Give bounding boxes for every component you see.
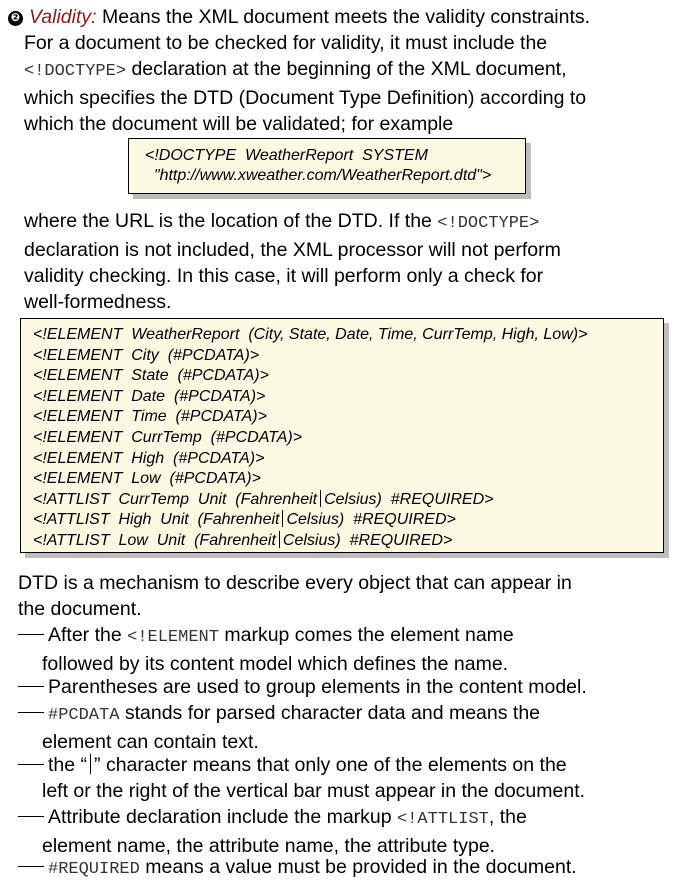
dash-icon: [18, 712, 44, 713]
item-text: markup comes the element name: [218, 624, 514, 646]
where-line-4: well-formedness.: [24, 291, 172, 313]
dtd-element-line: <!ELEMENT City (#PCDATA)>: [33, 346, 260, 364]
dtd-element-line: <!ELEMENT Low (#PCDATA)>: [33, 470, 261, 488]
dtd-element-line: <!ELEMENT High (#PCDATA)>: [33, 449, 265, 467]
item-text: left or the right of the vertical bar must appear in the document.: [42, 780, 586, 802]
attlist-post: Celsius) #REQUIRED>: [286, 511, 456, 529]
dtd-desc-line-1: DTD is a mechanism to describe every object that can appear in: [18, 572, 572, 594]
item-text: stands for parsed character data and means the: [119, 702, 541, 724]
item-text: , the: [488, 806, 527, 828]
where-line-3: validity checking. In this case, it will perform only a check for: [24, 265, 544, 287]
validity-line-4: which specifies the DTD (Document Type Definition) according to: [24, 87, 587, 109]
attlist-pre: <!ATTLIST High Unit (Fahrenheit: [33, 511, 280, 529]
attlist-post: Celsius) #REQUIRED>: [282, 531, 453, 549]
attlist-post: Celsius) #REQUIRED>: [324, 490, 494, 508]
dtd-element-line: <!ELEMENT Date (#PCDATA)>: [33, 387, 266, 405]
validity-line-5: which the document will be validated; for example: [24, 113, 454, 135]
where-line-2: declaration is not included, the XML processor will not perform: [24, 239, 561, 261]
dash-icon: [18, 816, 44, 817]
vertical-bar-icon: [282, 510, 283, 527]
where-line-1: [24, 208, 561, 237]
item-text: After the: [48, 624, 128, 646]
item-text: element can contain text.: [42, 731, 259, 753]
doctype-box-line-2: "http://www.xweather.com/WeatherReport.dtd">: [145, 167, 492, 184]
attlist-pre: <!ATTLIST Low Unit (Fahrenheit: [33, 531, 276, 549]
validity-line-2: For a document to be checked for validity, it must include the: [24, 32, 548, 54]
bullet-two-icon: ❷: [8, 11, 23, 26]
item-text: element name, the attribute name, the attribute type.: [42, 835, 496, 857]
list-item: [18, 622, 514, 677]
item-text: Attribute declaration include the markup: [48, 806, 398, 828]
validity-line-3-text: declaration at the beginning of the XML document,: [126, 58, 567, 80]
required-code: #REQUIRED: [48, 860, 140, 879]
validity-line-3: [8, 56, 590, 85]
doctype-code-2: <!DOCTYPE>: [437, 214, 540, 233]
list-item: [18, 674, 587, 700]
validity-line-1-text: Means the XML document meets the validity constraints.: [96, 6, 591, 28]
dtd-element-line: <!ELEMENT State (#PCDATA)>: [33, 367, 269, 385]
dtd-box: [20, 318, 664, 553]
vertical-bar-icon: [279, 531, 280, 548]
dtd-element-line: <!ELEMENT WeatherReport (City, State, Date, Time, CurrTemp, High, Low)>: [33, 326, 588, 343]
dash-icon: [18, 686, 44, 687]
item-text: ” character means that only one of the elements on the: [94, 754, 567, 776]
validity-paragraph: [8, 4, 590, 137]
doctype-box-line-1: <!DOCTYPE WeatherReport SYSTEM: [145, 147, 428, 164]
dtd-element-line: <!ELEMENT Time (#PCDATA)>: [33, 408, 267, 426]
vertical-bar-icon: [320, 490, 321, 507]
dtd-lines: [33, 325, 587, 552]
dash-icon: [18, 764, 44, 765]
list-item: [18, 700, 540, 755]
dtd-element-line: <!ELEMENT CurrTemp (#PCDATA)>: [33, 428, 303, 446]
dtd-attlist-line: [33, 510, 587, 531]
item-text: means a value must be provided in the document.: [139, 856, 577, 878]
vertical-bar-icon: [90, 754, 91, 774]
item-text: the “: [48, 754, 88, 776]
list-item: [18, 752, 585, 804]
dtd-attlist-line: [33, 531, 587, 552]
pcdata-code: #PCDATA: [48, 706, 120, 725]
dtd-attlist-line: [33, 490, 587, 511]
dash-icon: [18, 634, 44, 635]
dtd-description: [18, 570, 572, 622]
doctype-code: <!DOCTYPE>: [24, 62, 127, 81]
where-paragraph: [24, 208, 561, 315]
doctype-example-box: [128, 138, 526, 194]
dash-icon: [18, 866, 44, 867]
element-code: <!ELEMENT: [127, 628, 219, 647]
where-line-1-text: where the URL is the location of the DTD. If the: [24, 210, 438, 232]
validity-line-1: [8, 4, 590, 30]
dtd-desc-line-2: the document.: [18, 598, 142, 620]
list-item: [18, 854, 577, 883]
attlist-pre: <!ATTLIST CurrTemp Unit (Fahrenheit: [33, 490, 318, 508]
validity-term: Validity:: [29, 6, 97, 28]
attlist-code: <!ATTLIST: [397, 810, 489, 829]
list-item: [18, 804, 527, 859]
item-text: followed by its content model which defines the name.: [42, 653, 509, 675]
item-text: Parentheses are used to group elements in the content model.: [48, 676, 587, 698]
